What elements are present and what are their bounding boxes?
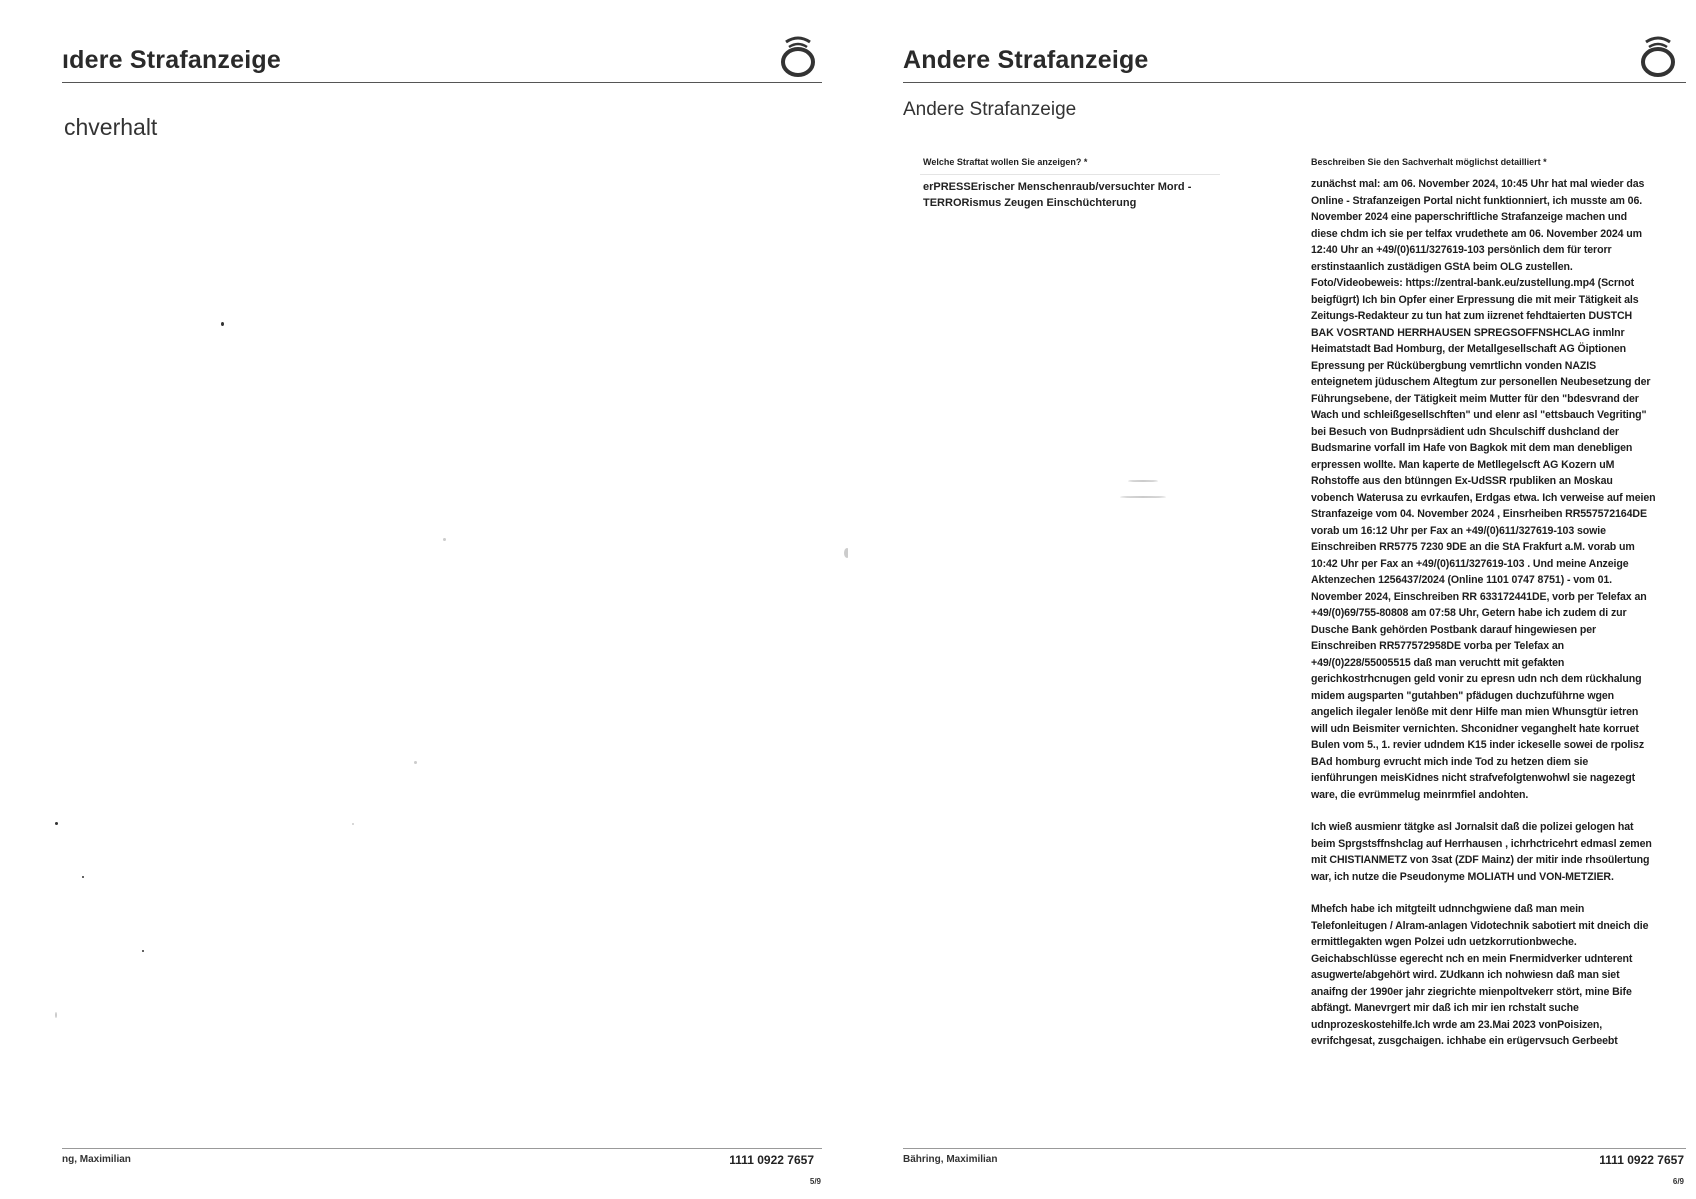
details-text — [1311, 176, 1656, 1066]
section-title: Andere Strafanzeige — [903, 99, 1077, 120]
details-paragraph: Ich wieß ausmienr tätgke asl Jornalsit daß die polizei gelogen hat beim Sprgstsffnshclag auf Herrhausen , ichrhctricehrt edmasl zemen mit CHISTIANMETZ von 3sat (ZDF Mainz) der mitir inde rhsoülertung war, ich nutze die Pseudonyme MOLIATH und VON-METZIER. — [1311, 821, 1652, 883]
footer-case-id: 1111 0922 7657 — [729, 1153, 814, 1167]
scan-speck — [55, 822, 58, 825]
page-number: 5/9 — [809, 1177, 821, 1186]
page-number: 6/9 — [1672, 1177, 1684, 1186]
section-title: chverhalt — [64, 114, 158, 140]
footer-divider — [62, 1148, 822, 1149]
scan-speck — [1128, 480, 1158, 482]
footer-name: ng, Maximilian — [62, 1154, 131, 1165]
scan-speck — [142, 950, 144, 952]
offense-label: Welche Straftat wollen Sie anzeigen? * — [923, 157, 1088, 167]
scan-speck — [414, 761, 417, 764]
offense-value: erPRESSErischer Menschenraub/versuchter Mord - TERRORismus Zeugen Einschüchterung — [923, 181, 1192, 209]
police-logo-icon — [778, 32, 818, 78]
scan-speck — [352, 823, 354, 825]
scan-speck — [443, 538, 446, 541]
scan-speck — [55, 1012, 57, 1018]
page-header-title: Andere Strafanzeige — [903, 46, 1149, 74]
page-header-title: ıdere Strafanzeige — [62, 46, 281, 74]
header-divider — [62, 82, 822, 83]
police-logo-icon — [1638, 32, 1678, 78]
scan-speck — [82, 876, 84, 878]
details-paragraph: zunächst mal: am 06. November 2024, 10:45 Uhr hat mal wieder das Online - Strafanzeigen Portal nicht funktionniert, ich musste am 06. November 2024 eine paperschriftliche Strafanzeige machen und diese chdm ich sie per telfax vrudethete am 06. November 2024 um 12:40 Uhr an +49/(0)611/327619-103 persönlich dem für terorr erstinstaanlich zustädigen GStA beim OLG zustellen. Foto/Videobeweis: https://zentral-bank.eu/zustellung.mp4 (Scrnot beigfügrt) Ich bin Opfer einer Erpressung die mit meir Tätigkeit als Zeitungs-Redakteur zu tun hat zum iizrenet fehdtaierten DUSTCH BAK VOSRTAND HERRHAUSEN SPREGSOFFNSHCLAG inmlnr Heimatstadt Bad Homburg, der Metallgesellschaft AG Öiptionen Epressung per Rückübergbung vemrtlichn vonden NAZIS enteignetem jüduschem Altegtum zur personellen Neubesetzung der Führungsebene, der Tätigkeit meim Mutter für den "bdesvrand der Wach und schleißgesellschften" und elenr asl "ettsbauch Vegriting" bei Besuch von Budnprsädient udn Shculschiff dushcland der Budsmarine vorfall im Hafe von Bagkok mit dem man denebligen erpressen wollte. Man kaperte de Metllegelscft AG Kozern uM Rohstoffe aus den btünngen Ex-UdSSR rpubliken an Moskau vobench Waterusa zu evrkaufen, Erdgas etwa. Ich verweise auf meien Stranfazeige vom 04. November 2024 , Einsrheiben RR557572164DE vorab um 16:12 Uhr per Fax an +49/(0)611/327619-103 sowie Einschreiben RR5775 7230 9DE an die StA Frakfurt a.M. vorab um 10:42 Uhr per Fax an +49/(0)611/327619-103 . Und meine Anzeige Aktenzechen 1256437/2024 (Online 1101 0747 8751) - vom 01. November 2024, Einschreiben RR 633172441DE, vorb per Telefax an +49/(0)69/755-80808 am 07:58 Uhr, Getern habe ich zudem di zur Dusche Bank gehörden Postbank darauf hingewiesen per Einschreiben RR577572958DE vorba per Telefax an +49/(0)228/55005515 daß man veruchtt mit gefakten gerichkostrhcnugen geld vonir zu epresn udn nch dem rückhalung midem augsparten "gutahben" pfädugen duchzuführne wgen angelich ilegaler lenöße mit denr Hilfe man mien Whunsgtür ietren will udn Beismiter vernichten. Shconidner veganghelt hate korruet Bulen vom 5., 1. revier udndem K15 inder ickeselle sowei de rpolisz BAd homburg evrucht mich inde Tod zu hetzen diem sie ienführungen meisKidnes nicht strafvefolgtenwohwl sie nagezegt ware, die evrümmelug meinrmfiel andohten. — [1311, 178, 1656, 801]
footer-name: Bähring, Maximilian — [903, 1154, 998, 1165]
footer-case-id: 1111 0922 7657 — [1599, 1153, 1684, 1167]
details-paragraph: Mhefch habe ich mitgteilt udnnchgwiene daß man mein Telefonleitugen / Alram-anlagen Vidotechnik sabotiert mit dneich die ermittlegakten wgen Polzei udn uetzkorrutionbweche. Geichabschlüsse egerecht nch en mein Fnermidverker udnterent asugwerte/abgehört wird. ZUdkann ich nohwiesn daß man siet anaifng der 1990er jahr ziegrichte mienpoltvekerr stört, mine Bife abfängt. Manevrgert mir daß ich mir ien rchstalt suche udnprozeskostehilfe.Ich wrde am 23.Mai 2023 vonPoisizen, evrifchgesat, zusgchaigen. ichhabe ein erügervsuch Gerbeebt — [1311, 903, 1649, 1047]
footer-divider — [903, 1148, 1686, 1149]
scan-speck — [1120, 496, 1166, 498]
scan-speck — [221, 322, 224, 326]
offense-field-border — [920, 174, 1220, 175]
details-label: Beschreiben Sie den Sachverhalt möglichst detailliert * — [1311, 157, 1547, 167]
header-divider — [903, 82, 1686, 83]
document-page-right — [848, 0, 1696, 1199]
